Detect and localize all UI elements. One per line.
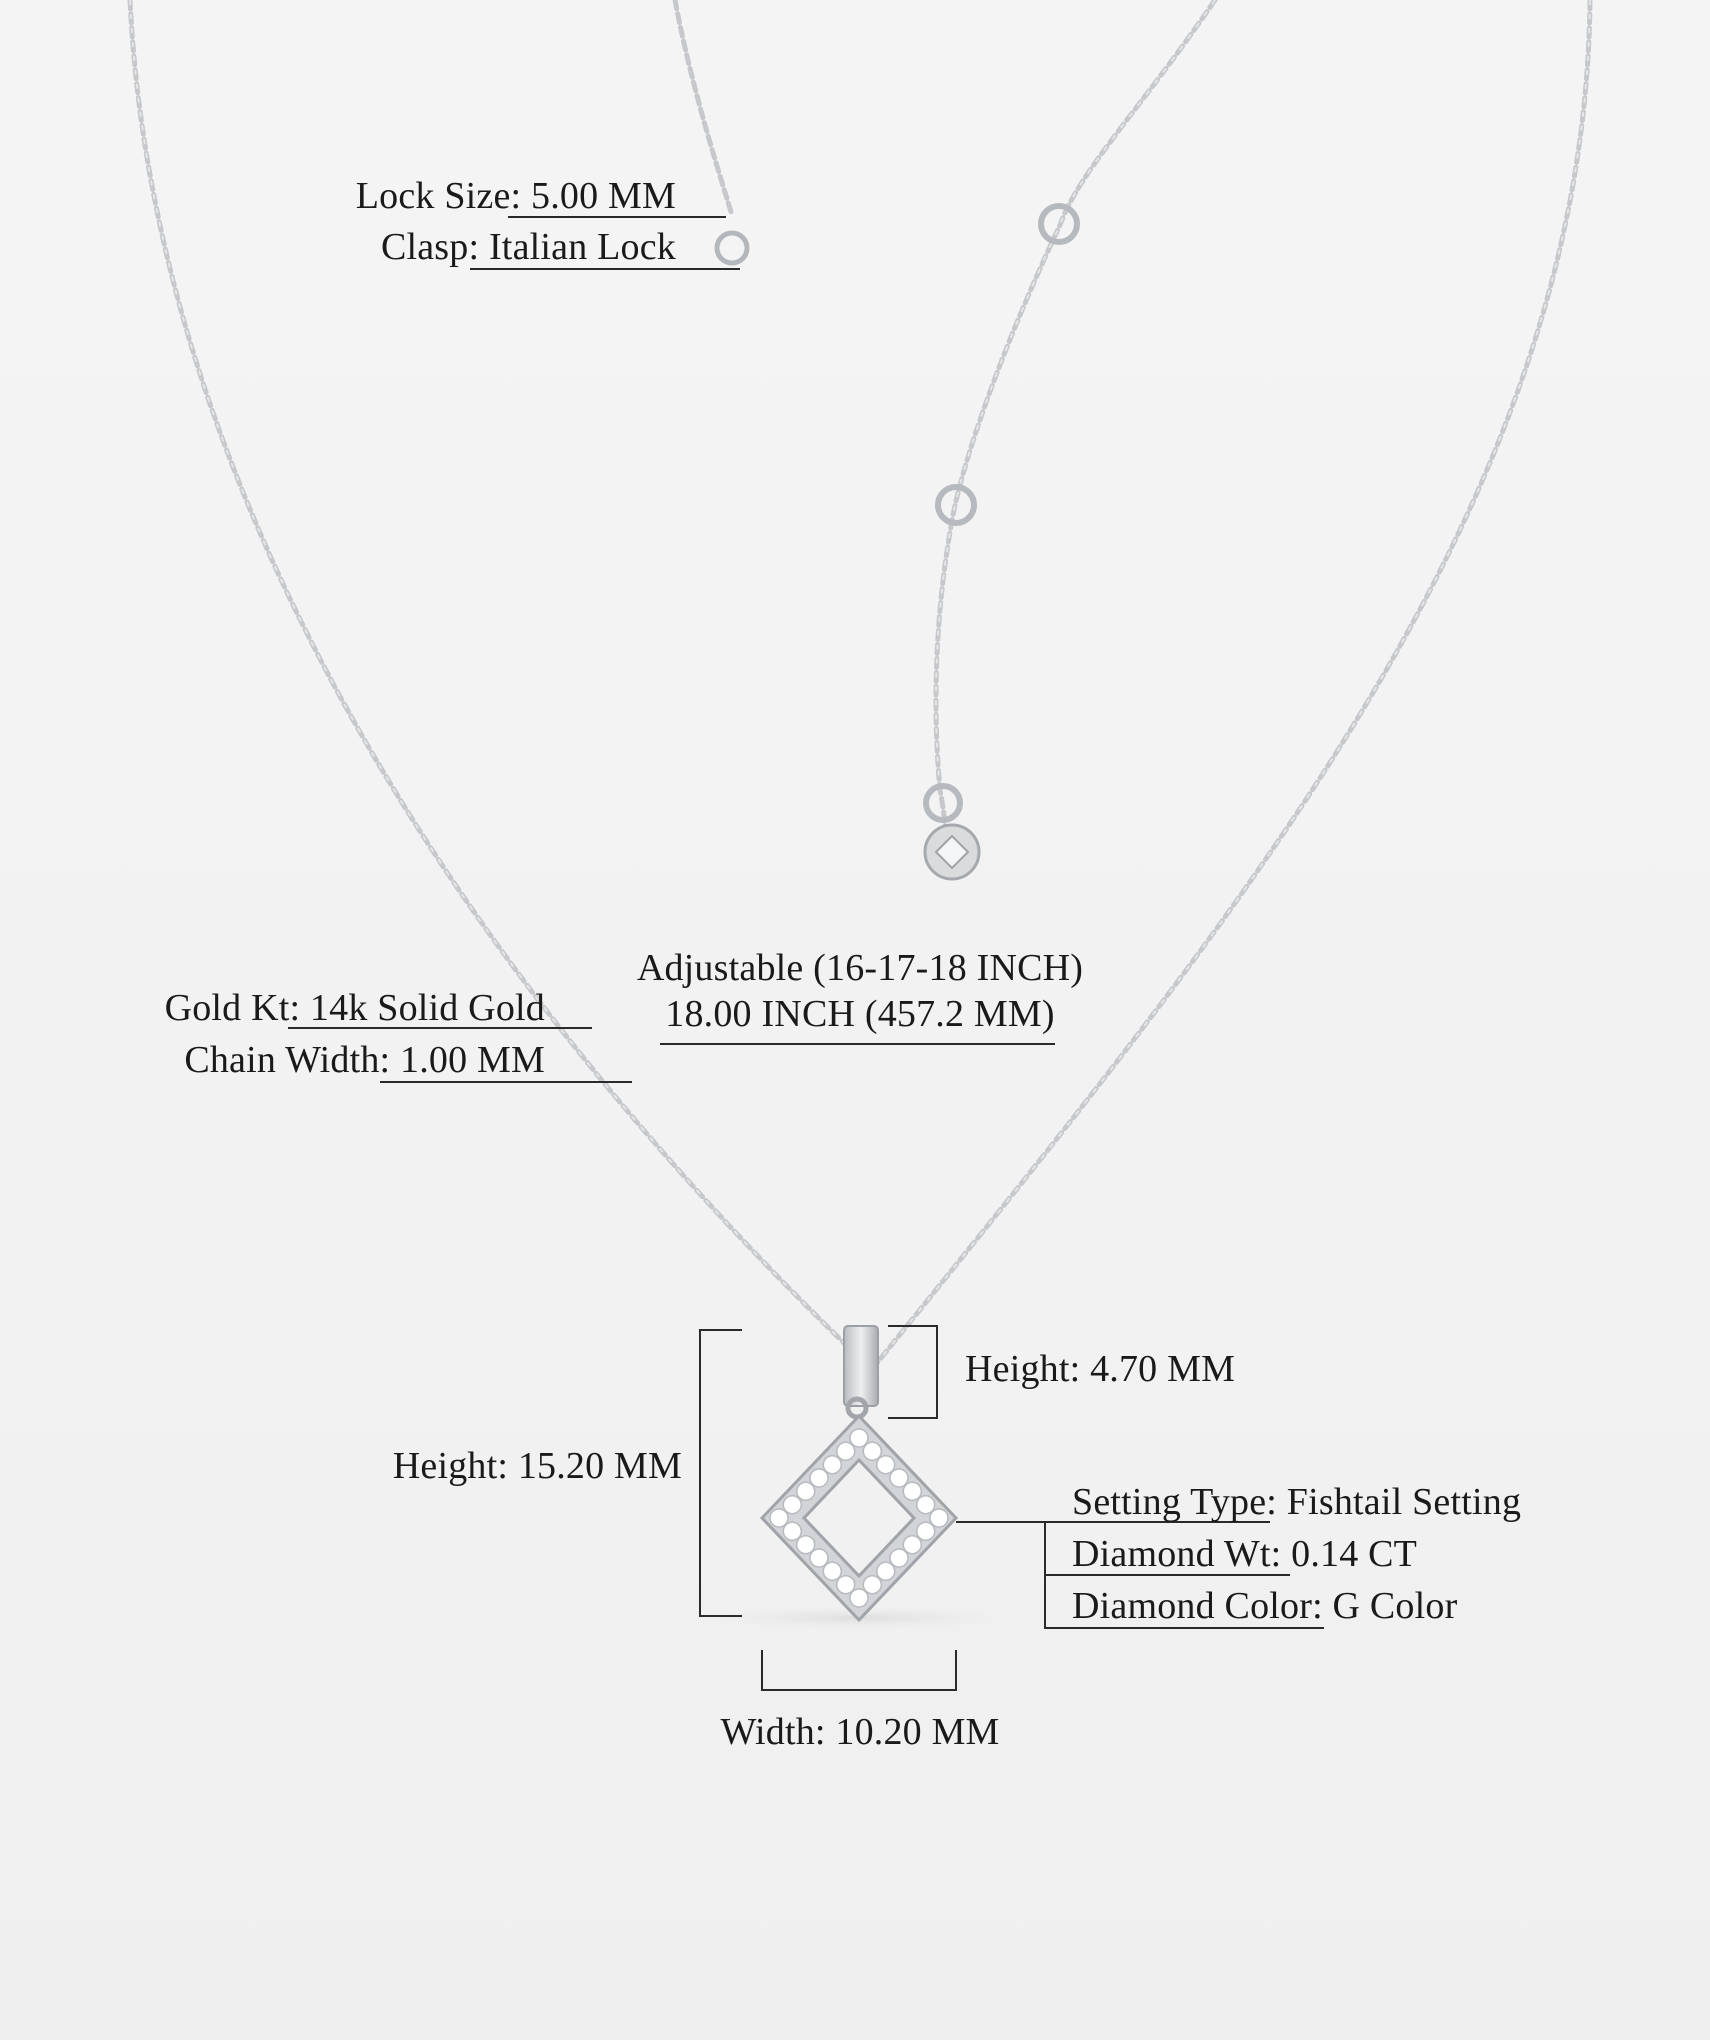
pendant-height-label: Height: 15.20 MM [392,1445,682,1487]
diamond-stone [863,1442,881,1460]
diamond-stone [917,1522,935,1540]
diamond-stone [890,1549,908,1567]
clasp-label: Clasp: Italian Lock [380,226,676,268]
diamond-stone [783,1522,801,1540]
diamond-stone [930,1509,948,1527]
diamond-stone [823,1562,841,1580]
pendant-width-label: Width: 10.20 MM [720,1711,1000,1753]
chain-width-label: Chain Width: 1.00 MM [184,1039,545,1081]
diamond-stone [783,1496,801,1514]
diamond-stone [770,1509,788,1527]
diamond-color-label: Diamond Color: G Color [1072,1585,1458,1627]
gold-kt-label: Gold Kt: 14k Solid Gold [164,987,545,1029]
pendant-bail [844,1326,878,1417]
bail-height-label: Height: 4.70 MM [965,1348,1236,1390]
diamond-stone [890,1469,908,1487]
diamond-stone [850,1429,868,1447]
lock-size-label: Lock Size: 5.00 MM [355,175,676,217]
brand-tag-icon [925,825,979,879]
diamond-stone [823,1456,841,1474]
diamond-stone [903,1482,921,1500]
diamond-weight-label: Diamond Wt: 0.14 CT [1072,1533,1418,1575]
setting-type-label: Setting Type: Fishtail Setting [1072,1481,1522,1523]
diamond-stone [797,1482,815,1500]
diamond-stone [837,1576,855,1594]
diamond-stone [877,1562,895,1580]
adjustable-length-label: Adjustable (16-17-18 INCH) [636,947,1084,989]
diamond-stone [797,1536,815,1554]
diamond-stone [863,1576,881,1594]
diamond-stone [877,1456,895,1474]
chain-length-label: 18.00 INCH (457.2 MM) [665,993,1055,1035]
diamond-stone [810,1549,828,1567]
diamond-stone [837,1442,855,1460]
diamond-stone [810,1469,828,1487]
diamond-stone [903,1536,921,1554]
diamond-stone [850,1589,868,1607]
diamond-stone [917,1496,935,1514]
